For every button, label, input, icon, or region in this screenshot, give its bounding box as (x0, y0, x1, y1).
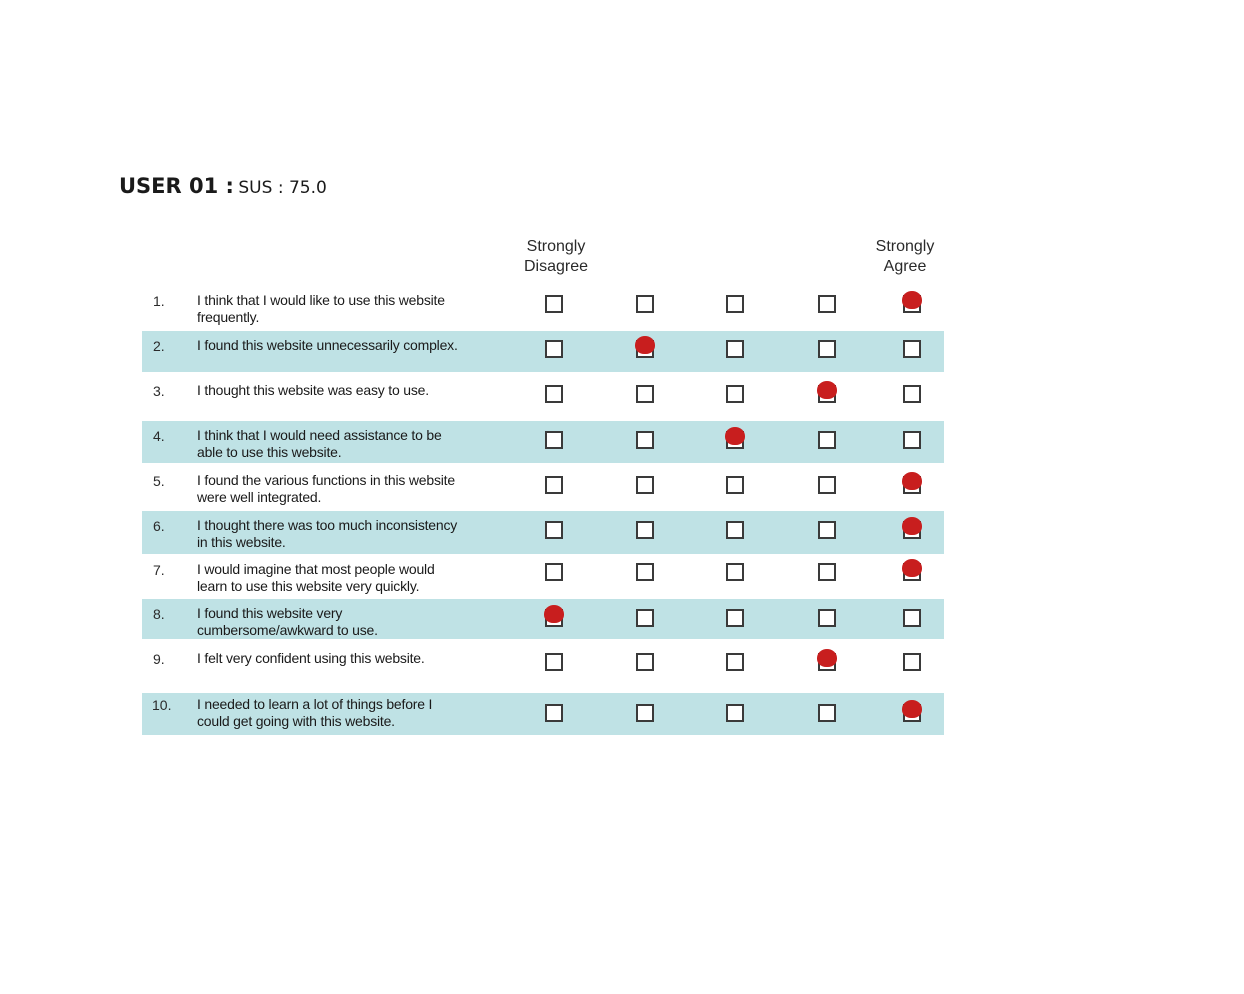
checkbox-q5-4[interactable] (818, 476, 836, 494)
question-text: I found the various functions in this website were well integrated. (197, 472, 455, 505)
checkbox-q1-3[interactable] (726, 295, 744, 313)
checkbox-q7-1[interactable] (545, 563, 563, 581)
checkbox-q6-3[interactable] (726, 521, 744, 539)
question-number: 3. (153, 383, 165, 399)
checkbox-q1-2[interactable] (636, 295, 654, 313)
question-text: I would imagine that most people would learn to use this website very quickly. (197, 561, 435, 594)
checkbox-q3-5[interactable] (903, 385, 921, 403)
question-number: 8. (153, 606, 165, 622)
question-row-8 (142, 599, 944, 639)
question-text: I found this website very cumbersome/awkward to use. (197, 605, 378, 638)
question-row-3 (142, 376, 944, 420)
checkbox-q2-5[interactable] (903, 340, 921, 358)
checkbox-q3-2[interactable] (636, 385, 654, 403)
checkbox-q6-4[interactable] (818, 521, 836, 539)
checkbox-q2-3[interactable] (726, 340, 744, 358)
question-text: I found this website unnecessarily complex. (197, 337, 458, 353)
selected-mark (544, 605, 564, 623)
checkbox-q1-4[interactable] (818, 295, 836, 313)
question-text: I think that I would need assistance to be able to use this website. (197, 427, 442, 460)
question-row-4 (142, 421, 944, 463)
checkbox-q7-3[interactable] (726, 563, 744, 581)
question-number: 2. (153, 338, 165, 354)
checkbox-q1-1[interactable] (545, 295, 563, 313)
question-number: 1. (153, 293, 165, 309)
question-row-2 (142, 331, 944, 372)
checkbox-q3-3[interactable] (726, 385, 744, 403)
scale-label-strongly-agree: Strongly Agree (875, 238, 935, 275)
page-header (119, 174, 327, 198)
checkbox-q9-3[interactable] (726, 653, 744, 671)
checkbox-q5-5[interactable] (903, 476, 921, 494)
question-text: I thought there was too much inconsistency in this website. (197, 517, 458, 550)
checkbox-q10-4[interactable] (818, 704, 836, 722)
selected-mark (902, 559, 922, 577)
checkbox-q6-5[interactable] (903, 521, 921, 539)
question-text: I needed to learn a lot of things before I could get going with this website. (197, 696, 433, 729)
checkbox-q5-2[interactable] (636, 476, 654, 494)
question-row-6 (142, 511, 944, 554)
question-text: I felt very confident using this website. (197, 650, 425, 666)
selected-mark (902, 472, 922, 490)
checkbox-q3-1[interactable] (545, 385, 563, 403)
selected-mark (817, 649, 837, 667)
checkbox-q3-4[interactable] (818, 385, 836, 403)
sus-score: SUS : 75.0 (238, 178, 327, 198)
checkbox-q9-4[interactable] (818, 653, 836, 671)
question-row-9 (142, 644, 944, 690)
question-row-10 (142, 693, 944, 735)
checkbox-q4-1[interactable] (545, 431, 563, 449)
user-label: USER 01 : (119, 174, 234, 198)
checkbox-q7-5[interactable] (903, 563, 921, 581)
checkbox-q7-2[interactable] (636, 563, 654, 581)
question-number: 10. (152, 697, 172, 713)
checkbox-q1-5[interactable] (903, 295, 921, 313)
checkbox-q10-2[interactable] (636, 704, 654, 722)
selected-mark (902, 700, 922, 718)
checkbox-q8-2[interactable] (636, 609, 654, 627)
scale-label-strongly-disagree: Strongly Disagree (523, 238, 589, 275)
question-text: I thought this website was easy to use. (197, 382, 429, 398)
question-number: 9. (153, 651, 165, 667)
checkbox-q9-2[interactable] (636, 653, 654, 671)
checkbox-q5-3[interactable] (726, 476, 744, 494)
question-row-1 (142, 286, 944, 330)
question-text: I think that I would like to use this website frequently. (197, 292, 445, 325)
selected-mark (725, 427, 745, 445)
checkbox-q10-1[interactable] (545, 704, 563, 722)
question-number: 7. (153, 562, 165, 578)
question-number: 5. (153, 473, 165, 489)
checkbox-q6-1[interactable] (545, 521, 563, 539)
selected-mark (902, 291, 922, 309)
checkbox-q9-1[interactable] (545, 653, 563, 671)
checkbox-q4-2[interactable] (636, 431, 654, 449)
checkbox-q5-1[interactable] (545, 476, 563, 494)
checkbox-q8-4[interactable] (818, 609, 836, 627)
checkbox-q4-5[interactable] (903, 431, 921, 449)
selected-mark (635, 336, 655, 354)
checkbox-q2-1[interactable] (545, 340, 563, 358)
checkbox-q8-5[interactable] (903, 609, 921, 627)
question-row-7 (142, 556, 944, 598)
question-row-5 (142, 466, 944, 510)
checkbox-q9-5[interactable] (903, 653, 921, 671)
selected-mark (902, 517, 922, 535)
checkbox-q6-2[interactable] (636, 521, 654, 539)
selected-mark (817, 381, 837, 399)
checkbox-q4-4[interactable] (818, 431, 836, 449)
checkbox-q8-1[interactable] (545, 609, 563, 627)
checkbox-q8-3[interactable] (726, 609, 744, 627)
checkbox-q10-3[interactable] (726, 704, 744, 722)
checkbox-q10-5[interactable] (903, 704, 921, 722)
question-number: 6. (153, 518, 165, 534)
checkbox-q2-4[interactable] (818, 340, 836, 358)
checkbox-q4-3[interactable] (726, 431, 744, 449)
question-number: 4. (153, 428, 165, 444)
checkbox-q7-4[interactable] (818, 563, 836, 581)
checkbox-q2-2[interactable] (636, 340, 654, 358)
